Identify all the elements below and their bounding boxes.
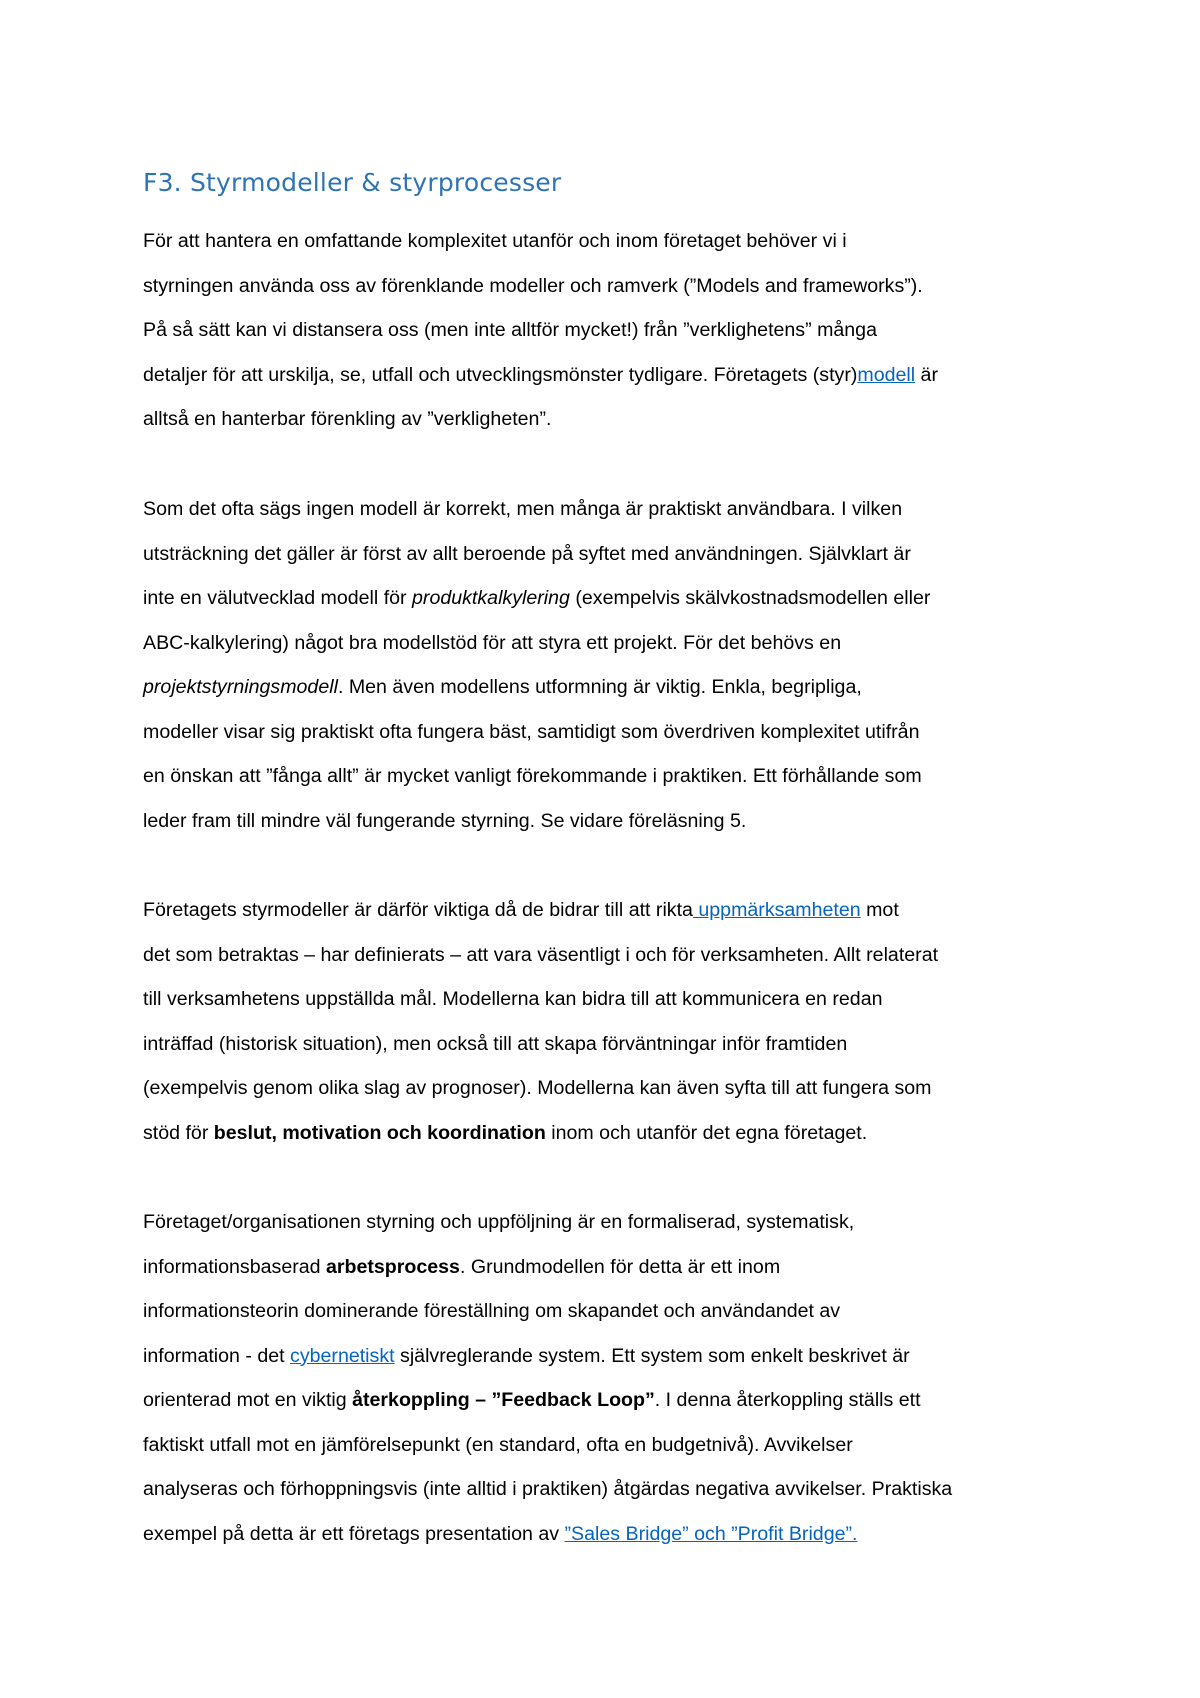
cybernetiskt-link[interactable]: cybernetiskt xyxy=(290,1344,395,1367)
text-line: informationsteorin dominerande föreställning om skapandet och användandet av xyxy=(143,1300,841,1322)
text-line: Som det ofta sägs ingen modell är korrekt, men många är praktiskt användbara. I vilken xyxy=(143,498,903,520)
text-span: exempel på detta är ett företags presentation av xyxy=(143,1522,565,1545)
text-line: analyseras och förhoppningsvis (inte alltid i praktiken) åtgärdas negativa avvikelser. Praktiska xyxy=(143,1478,953,1500)
text-line xyxy=(143,1334,1083,1379)
text-line: På så sätt kan vi distansera oss (men inte alltför mycket!) från ”verklighetens” många xyxy=(143,319,877,341)
sales-profit-bridge-link[interactable]: ”Sales Bridge” och ”Profit Bridge”. xyxy=(564,1522,858,1545)
text-span: detaljer för att urskilja, se, utfall och utvecklingsmönster tydligare. Företagets (styr) xyxy=(143,363,858,386)
text-line: alltså en hanterbar förenkling av ”verkligheten”. xyxy=(143,408,552,430)
modell-link[interactable]: modell xyxy=(857,363,916,386)
text-line: Företaget/organisationen styrning och uppföljning är en formaliserad, systematisk, xyxy=(143,1211,855,1233)
text-span: inte en välutvecklad modell för xyxy=(143,587,413,609)
section-heading: F3. Styrmodeller & styrprocesser xyxy=(143,168,562,197)
text-line: (exempelvis genom olika slag av prognoser). Modellerna kan även syfta till att fungera som xyxy=(143,1077,932,1099)
text-line: leder fram till mindre väl fungerande styrning. Se vidare föreläsning 5. xyxy=(143,809,747,832)
text-line xyxy=(143,576,1083,621)
paragraph-model-usefulness xyxy=(143,487,1083,843)
text-line: styrningen använda oss av förenklande modeller och ramverk (”Models and frameworks”). xyxy=(143,274,923,297)
text-line xyxy=(143,1245,1083,1290)
paragraph-control-models xyxy=(143,888,1083,1155)
uppmarksamheten-link[interactable]: uppmärksamheten xyxy=(692,899,861,921)
text-span: . Men även modellens utformning är viktig. Enkla, begripliga, xyxy=(337,676,862,698)
text-line xyxy=(143,1378,1083,1423)
text-line: För att hantera en omfattande komplexitet utanför och inom företaget behöver vi i xyxy=(143,230,847,252)
text-line xyxy=(143,1111,1083,1156)
text-span: (exempelvis skälvkostnadsmodellen eller xyxy=(569,587,931,609)
text-line: det som betraktas – har definierats – att vara väsentligt i och för verksamheten. Allt relaterat xyxy=(143,943,939,966)
text-span: informationsbaserad xyxy=(143,1255,326,1278)
text-line: en önskan att ”fånga allt” är mycket vanligt förekommande i praktiken. Ett förhållande som xyxy=(143,765,922,787)
text-span: är xyxy=(915,363,938,386)
text-span: självreglerande system. Ett system som enkelt beskrivet är xyxy=(394,1344,910,1367)
text-span: inom och utanför det egna företaget. xyxy=(545,1121,868,1144)
bold-term: beslut, motivation och koordination xyxy=(213,1121,546,1144)
text-line: ABC-kalkylering) något bra modellstöd för att styra ett projekt. För det behövs en xyxy=(143,631,842,654)
bold-term: arbetsprocess xyxy=(325,1255,460,1278)
text-line xyxy=(143,888,1083,933)
emphasis-term: produktkalkylering xyxy=(412,587,570,609)
text-line: utsträckning det gäller är först av allt beroende på syftet med användningen. Självklart är xyxy=(143,542,911,565)
text-line: modeller visar sig praktiskt ofta fungera bäst, samtidigt som överdriven komplexitet utifrån xyxy=(143,720,920,743)
text-span: information - det xyxy=(143,1344,291,1367)
text-line: till verksamhetens uppställda mål. Modellerna kan bidra till att kommunicera en redan xyxy=(143,988,883,1010)
emphasis-term: projektstyrningsmodell xyxy=(143,676,338,698)
text-span: Företagets styrmodeller är därför viktiga då de bidrar till att rikta xyxy=(143,899,693,921)
text-line: inträffad (historisk situation), men också till att skapa förväntningar inför framtiden xyxy=(143,1032,848,1055)
paragraph-models-intro xyxy=(143,219,1083,442)
text-span: orienterad mot en viktig xyxy=(143,1389,353,1411)
text-span: mot xyxy=(860,899,899,921)
text-line xyxy=(143,1512,1083,1557)
text-span: stöd för xyxy=(143,1121,214,1144)
text-span: . I denna återkoppling ställs ett xyxy=(654,1389,921,1411)
text-line xyxy=(143,353,1083,398)
text-span: . Grundmodellen för detta är ett inom xyxy=(459,1255,781,1278)
text-line xyxy=(143,665,1083,710)
paragraph-control-process xyxy=(143,1200,1083,1556)
bold-term: återkoppling – ”Feedback Loop” xyxy=(352,1389,655,1411)
text-line: faktiskt utfall mot en jämförelsepunkt (en standard, ofta en budgetnivå). Avvikelser xyxy=(143,1433,853,1456)
